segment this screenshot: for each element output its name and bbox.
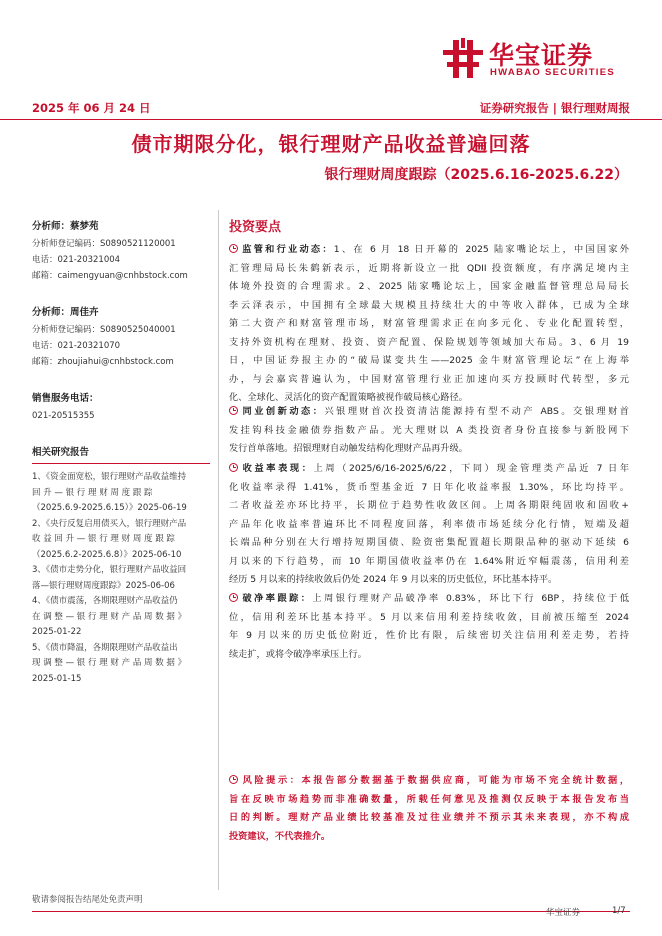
related-report-line[interactable]: （2025.6.9-2025.6.15）》2025-06-19 [32, 503, 187, 513]
paragraph-innovation [229, 403, 629, 459]
paragraph-label: 监管和行业动态： [240, 244, 334, 255]
related-reports-list [32, 470, 210, 687]
risk-label: 风险提示： [240, 775, 302, 786]
related-report-line[interactable]: 4、《债市震荡，各期限理财产品收益仍 [32, 596, 178, 606]
hwabao-logo-icon [441, 36, 485, 80]
related-report-line[interactable]: （2025.6.2-2025.6.8）》2025-06-10 [32, 549, 182, 560]
related-report-line[interactable]: 回 升 — 银 行 理 财 周 度 跟 踪 [32, 487, 153, 498]
paragraph-regulation [229, 241, 629, 408]
analyst-card [32, 218, 210, 284]
related-report-line[interactable]: 2025-01-22 [32, 627, 82, 637]
paragraph-line: 化、全球化、灵活化的资产配置策略被视作破局核心路径。 [229, 392, 468, 403]
disclaimer-note: 敬请参阅报告结尾处免责声明 [32, 895, 143, 905]
report-type: 证券研究报告 | 银行理财周报 [479, 101, 630, 115]
paragraph-line: 位，信用利差环比基本持平。5 月以来信用利差持续收敛，目前被压缩至 2024 [229, 611, 629, 623]
company-logo [441, 36, 631, 82]
sales-phone: 021-20515355 [32, 411, 95, 421]
footer-company: 华宝证券 [546, 908, 581, 918]
paragraph-line: 上周（2025/6/16-2025/6/22，下同）现金管理类产品近 7 日年 [313, 463, 629, 474]
risk-line: 本报告部分数据基于数据供应商，可能为市场不完全统计数据， [301, 775, 629, 786]
risk-line: 投资建议，不代表推介。 [229, 830, 331, 842]
paragraph-label: 收益率表现： [240, 463, 314, 474]
paragraph-line: 李云泽表示，中国拥有全球最大规模且持续壮大的中等收入群体，已成为全球 [229, 299, 629, 311]
paragraph-line: 汇管理局局长朱鹤新表示，近期将新设立一批 QDII 投资额度，有序满足境内主 [229, 262, 629, 274]
page-number: 1/7 [612, 906, 626, 916]
paragraph-line: 发挂钩科技金融债券指数产品。光大理财以 A 类投资者身份直接参与新股网下 [229, 424, 629, 436]
logo-name-en: HWABAO SECURITIES [490, 67, 616, 78]
paragraph-line: 年 9 月以来的历史低位附近，性价比有限，后续密切关注信用利差走势，若持 [229, 630, 629, 641]
report-date: 2025 年 06 月 24 日 [32, 101, 151, 115]
analyst-tel: 电话：021-20321004 [32, 255, 121, 265]
related-report-line[interactable]: 现 调 整 — 银 行 理 财 产 品 周 数 据 》 [32, 658, 187, 668]
paragraph-line: 1、在 6 月 18 日开幕的 2025 陆家嘴论坛上，中国国家外 [333, 244, 629, 255]
clock-icon [229, 406, 238, 415]
header-bar [0, 92, 662, 120]
analyst-name-label: 分析师： [32, 221, 71, 232]
related-reports-title: 相关研究报告 [32, 442, 210, 464]
related-report-line[interactable]: 1、《资金面宽松，银行理财产品收益维持 [32, 472, 187, 482]
analyst-name-label: 分析师： [32, 307, 71, 318]
related-report-line[interactable]: 落—银行理财周度跟踪》2025-06-06 [32, 580, 175, 591]
footer-divider [32, 911, 630, 912]
paragraph-line: 二者收益差亦环比持平，长期位于趋势性收敛区间。上周各期限纯固收和固收+ [229, 500, 629, 511]
paragraph-line: 体境外投资的合理需求。2、2025 陆家嘴论坛上，国家金融监督管理总局局长 [229, 281, 629, 292]
paragraph-line: 第二大资产和财富管理市场，财富管理需求正在向多元化、专业化配置转型， [229, 318, 629, 329]
sidebar [32, 218, 210, 687]
analyst-reg: 分析师登记编码：S0890525040001 [32, 325, 176, 335]
related-report-line[interactable]: 收 益 回 升 — 银 行 理 财 周 度 跟 踪 [32, 534, 175, 544]
analyst-name-value: 蔡梦苑 [70, 221, 99, 232]
key-points-title: 投资要点 [229, 220, 282, 235]
paragraph-line: 发行首单落地。招银理财自动触发结构化理财产品再升级。 [229, 443, 468, 454]
clock-icon [229, 244, 238, 253]
paragraph-line: 兴银理财首次投资清洁能源持有型不动产 ABS。交银理财首 [324, 406, 629, 417]
report-subtitle: 银行理财周度跟踪（2025.6.16-2025.6.22） [324, 167, 628, 183]
column-divider [218, 210, 219, 890]
paragraph-label: 同业创新动态： [240, 406, 325, 417]
related-report-line[interactable]: 5、《债市降温，各期限理财产品收益出 [32, 642, 178, 653]
risk-warning [229, 772, 629, 846]
risk-line: 日的判断。理财产品业绩比较基准及过往业绩并不预示其未来表现，亦不构成 [229, 812, 629, 823]
clock-icon [229, 775, 238, 784]
sales-title: 销售服务电话： [32, 393, 99, 404]
related-report-line[interactable]: 2025-01-15 [32, 673, 82, 684]
logo-name-cn: 华宝证券 [489, 41, 594, 70]
analyst-name [32, 304, 210, 322]
related-report-line[interactable]: 在 调 整 — 银 行 理 财 产 品 周 数 据 》 [32, 611, 187, 622]
paragraph-yield [229, 460, 629, 590]
related-report-line[interactable]: 3、《债市走势分化，银行理财产品收益回 [32, 565, 187, 575]
paragraph-line: 日，中国证券报主办的“破局谋变共生——2025 金牛财富管理论坛”在上海举 [229, 355, 629, 366]
related-report-line[interactable]: 2、《央行反复启用债买入，银行理财产品 [32, 518, 187, 529]
analyst-email[interactable]: 邮箱：caimengyuan@cnhbstock.com [32, 271, 188, 281]
paragraph-line: 续走扩，或将令破净率承压上行。 [229, 648, 367, 660]
analyst-name [32, 218, 210, 236]
paragraph-label: 破净率跟踪： [240, 593, 313, 604]
paragraph-line: 长端品种分别在大行增持短期国债、险资密集配置超长期限品种的驱动下延续 6 [229, 537, 629, 548]
paragraph-line: 支持外资机构在理财、投资、资产配置、保险规划等领域加大布局。3、6 月 19 [229, 336, 629, 348]
risk-line: 旨在反映市场趋势而非准确数量，所载任何意见及推测仅反映于本报告发布当 [229, 793, 629, 805]
analyst-reg: 分析师登记编码：S0890521120001 [32, 239, 176, 249]
analyst-email[interactable]: 邮箱：zhoujiahui@cnhbstock.com [32, 357, 174, 367]
report-title: 债市期限分化，银行理财产品收益普遍回落 [131, 132, 531, 156]
paragraph-line: 经历 5 月以来的持续收敛后仍处 2024 年 9 月以来的历史低位，环比基本持平。 [229, 574, 558, 585]
paragraph-line: 产品年化收益率普遍环比不同程度回落，利率债市场延续分化行情，短端及超 [229, 518, 629, 530]
analyst-name-value: 周佳卉 [70, 307, 99, 318]
paragraph-line: 办，与会嘉宾普遍认为，中国财富管理行业正加速向买方投顾时代转型，多元 [229, 373, 629, 385]
paragraph-breakeven [229, 590, 629, 664]
clock-icon [229, 593, 238, 602]
paragraph-line: 月以来的下行趋势，而 10 年期国债收益率仍在 1.64%附近窄幅震荡，信用利差 [229, 555, 629, 567]
paragraph-line: 上周银行理财产品破净率 0.83%，环比下行 6BP，持续位于低 [312, 593, 629, 604]
key-points-section [229, 218, 629, 238]
paragraph-line: 化收益率录得 1.41%，货币型基金近 7 日年化收益率报 1.30%，环比均持平。 [229, 481, 629, 493]
clock-icon [229, 463, 238, 472]
analyst-tel: 电话：021-20321070 [32, 341, 121, 351]
analyst-card [32, 304, 210, 370]
